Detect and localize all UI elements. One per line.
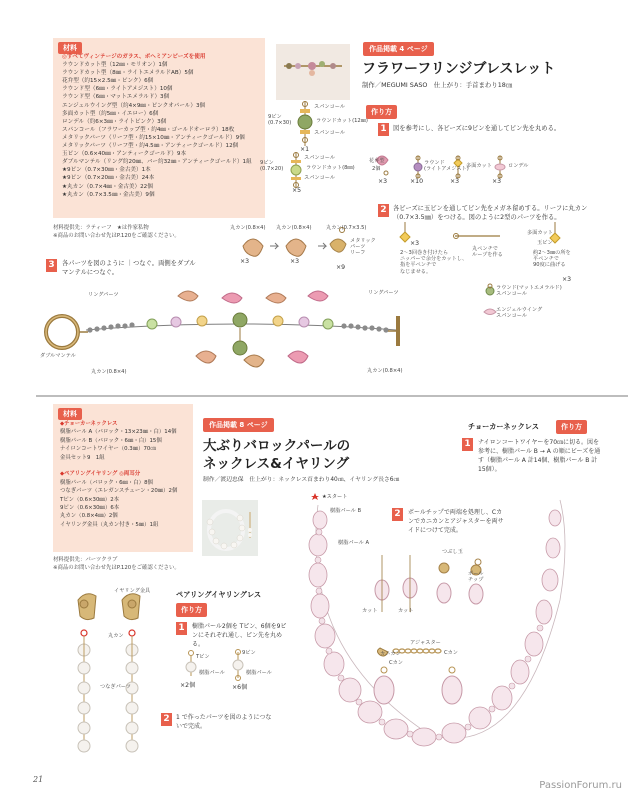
label-rondel: ロンデル bbox=[508, 163, 529, 169]
bracelet-materials-list bbox=[62, 53, 264, 199]
label-metal-leaf: メタリック パーツ リーフ bbox=[350, 238, 376, 257]
label-jump-ring: 丸カン bbox=[108, 633, 124, 639]
materials-line: ◎すべてヴィンテージのガラス、ボヘミアンビーズを使用 bbox=[62, 54, 206, 60]
count-x3c: ×3 bbox=[492, 178, 502, 185]
label-bend-memo: 約2〜3㎜の所を 平ペンチで 90度に曲げる bbox=[533, 250, 571, 269]
label-facet-2: 多面カット bbox=[527, 230, 553, 236]
label-t-pin: Tピン bbox=[196, 654, 210, 660]
count-x6: ×6個 bbox=[232, 684, 248, 691]
section-divider bbox=[36, 395, 628, 397]
materials-line: ◆ペアリングイヤリング ◎両耳分 bbox=[60, 471, 141, 478]
materials-line: 玉ピン（0.6×40㎜・アンティークゴールド）9本 bbox=[62, 151, 187, 158]
materials-line: 樹脂パール A（バロック・13×23㎜・白）14個 bbox=[60, 429, 177, 436]
label-earring-fitting: イヤリング金具 bbox=[114, 588, 151, 594]
label-angel-wing: エンジェルウイング スパンコール bbox=[496, 307, 543, 320]
necklace-photo bbox=[202, 500, 258, 556]
materials-line: ロンデル（約6×3㎜・ライトピンク）3個 bbox=[62, 118, 167, 125]
choker-step2-number: 2 bbox=[392, 508, 403, 521]
materials-line: ラウンドカット型（12㎜・モリオン）1個 bbox=[62, 62, 168, 69]
label-adjuster: アジャスター bbox=[410, 640, 441, 646]
count-x1: ×1 bbox=[300, 146, 310, 153]
materials-line: メタリックパーツ（リーフ型・約4.5㎜・アンティークゴールド）12個 bbox=[62, 143, 239, 150]
label-ring-0.8x4-b: 丸カン(0.8×4) bbox=[276, 225, 312, 231]
bracelet-step1-number: 1 bbox=[378, 123, 389, 136]
label-ball-chip: ボール チップ bbox=[468, 571, 484, 584]
materials-line: Tピン（0.6×30㎜）2本 bbox=[60, 496, 120, 503]
label-9pin-30: 9ピン (0.7×30) bbox=[268, 114, 292, 127]
materials-line: メタリックパーツ（リーフ型・約15×10㎜・アンティークゴールド）9個 bbox=[62, 134, 245, 141]
necklace-byline: 制作／渡辺忠保 仕上がり：ネックレス首まわり40㎝、イヤリング長さ6㎝ bbox=[203, 477, 400, 483]
count-x3g: ×3 bbox=[562, 276, 572, 283]
materials-line: スパンコール（フラワーカップ型・約4㎜・ゴールドオーロラ）18枚 bbox=[62, 126, 235, 133]
count-x3e: ×3 bbox=[290, 258, 300, 265]
label-ring-0.8x4-a: 丸カン(0.8×4) bbox=[230, 225, 266, 231]
earring-right bbox=[122, 594, 140, 752]
materials-line: 多面カット型（約5㎜・イエロー）6個 bbox=[62, 110, 159, 117]
label-wrap-memo: 2〜3回巻き付けたら ニッパーで余分をカットし、 指を平ペンチで なじませる。 bbox=[400, 250, 468, 275]
label-crab-clasp: カニカン bbox=[380, 651, 401, 657]
label-roundcut-8: ラウンドカット(8㎜) bbox=[306, 165, 355, 171]
label-facet: 多面カット bbox=[466, 163, 492, 169]
count-x9: ×9 bbox=[336, 264, 346, 271]
materials-line: 丸カン（0.8×4㎜）2個 bbox=[60, 513, 118, 520]
label-ring-parts-right: リングパーツ bbox=[368, 290, 399, 296]
materials-line: ダブルマンテル（リング約20㎜、バー約32㎜・アンティークゴールド）1組 bbox=[62, 159, 252, 166]
choker-heading: チョーカーネックレス bbox=[468, 422, 539, 431]
bracelet-byline: 制作／MEGUMI SASO 仕上がり：手首まわり18㎝ bbox=[362, 81, 513, 89]
necklace-page-tag: 作品掲載 8 ページ bbox=[203, 418, 274, 432]
label-cut-2: カット bbox=[398, 608, 414, 614]
label-double-mantel: ダブルマンテル bbox=[40, 353, 76, 359]
materials-line: 樹脂パール B（バロック・6㎜・白）15個 bbox=[60, 437, 162, 444]
materials-line bbox=[60, 462, 194, 470]
materials-line: ◆チョーカーネックレス bbox=[60, 421, 118, 427]
earring-step1-text: 樹脂パール2個を Tピン、6個を9ピンにそれぞれ通し、ピン先を丸める。 bbox=[192, 623, 287, 648]
choker-howto-tag: 作り方 bbox=[556, 420, 587, 434]
earring-step2-text: 1 で作ったパーツを図のようにつないで完成。 bbox=[176, 714, 272, 730]
label-ring-bottom-right: 丸カン(0.8×4) bbox=[367, 368, 403, 374]
earring-howto-tag: 作り方 bbox=[176, 603, 207, 617]
count-x3b: ×3 bbox=[450, 178, 460, 185]
materials-line: つなぎパーツ（エレガンスチェーン・20㎜）2個 bbox=[60, 488, 178, 495]
materials-line: 樹脂パール（バロック・6㎜・白）8個 bbox=[60, 479, 153, 486]
bracelet-step3-text: 各パーツを図のように ｜つなぐ。両側をダブルマンテルにつなぐ。 bbox=[62, 260, 196, 276]
choker-step2-text: ボールチップで両端を処理し、Cカンでカニカンとアジャスターを両サイドにつけて完成。 bbox=[408, 509, 504, 534]
earring-heading: ペアリングイヤリングレス bbox=[176, 590, 262, 599]
bracelet-step1-text: 図を参考にし、各ビーズに9ピンを通してピン先を丸める。 bbox=[393, 125, 561, 132]
label-ring-bottom-left: 丸カン(0.8×4) bbox=[91, 369, 127, 375]
bracelet-step2-text: 各ビーズに玉ピンを通してピン先をメガネ留めする。リーフに丸カン（0.7×3.5㎜）をつける。図のように2型のパーツを作る。 bbox=[393, 205, 588, 221]
materials-line: ★丸カン（0.7×3.5㎜・金古美）9個 bbox=[62, 191, 155, 198]
label-resin-pearl-2: 樹脂パール bbox=[246, 670, 272, 676]
label-petal-count: 2個 bbox=[372, 166, 381, 172]
label-pearl-b: 樹脂パール B bbox=[330, 508, 362, 514]
count-x2: ×2個 bbox=[180, 682, 196, 689]
count-x3a: ×3 bbox=[378, 178, 388, 185]
label-ring-parts-left: リングパーツ bbox=[88, 292, 119, 298]
label-spangle-2: スパンコール bbox=[314, 130, 346, 136]
choker-step1-number: 1 bbox=[462, 438, 473, 451]
earring-step1-number: 1 bbox=[176, 622, 187, 635]
bracelet-materials-tag: 材料 bbox=[58, 42, 82, 54]
label-round-matte-emerald: ラウンド(マットエメラルド) スパンコール bbox=[496, 285, 562, 298]
label-pliers-loop: 丸ペンチで ループを作る bbox=[472, 246, 503, 259]
label-spangle-3: スパンコール bbox=[304, 155, 336, 161]
bracelet-page-tag: 作品掲載 4 ページ bbox=[363, 42, 434, 56]
necklace-title-line1: 大ぶりバロックパールの bbox=[203, 438, 351, 454]
label-pearl-a: 樹脂パール A bbox=[338, 540, 370, 546]
necklace-title-line2: ネックレス&イヤリング bbox=[203, 456, 350, 472]
materials-line: 花弁型（約15×2.5㎜・ピンク）6個 bbox=[62, 78, 154, 85]
label-connector: つなぎパーツ bbox=[100, 684, 131, 690]
bracelet-step2-number: 2 bbox=[378, 204, 389, 217]
label-c-ring-1: Cカン bbox=[389, 660, 403, 666]
count-x10: ×10 bbox=[410, 178, 424, 185]
label-cut-1: カット bbox=[362, 608, 378, 614]
earring-step2-number: 2 bbox=[161, 713, 172, 726]
page-number: 21 bbox=[33, 775, 44, 784]
label-start: ★スタート bbox=[322, 494, 348, 500]
necklace-credits: 材料提供先：パーツクラブ ※商品のお問い合わせ先はP.120をご確認ください。 bbox=[53, 557, 180, 571]
label-9pin-20: 9ピン (0.7×20) bbox=[260, 160, 284, 173]
bracelet-photo bbox=[276, 44, 350, 100]
count-x3f: ×3 bbox=[410, 240, 420, 247]
label-round-lightamethyst: ラウンド (ライトアメジスト) bbox=[424, 160, 469, 173]
materials-line: イヤリング金具（丸カン付き・5㎜）1組 bbox=[60, 521, 159, 528]
label-spangle-1: スパンコール bbox=[314, 104, 346, 110]
label-petal: 花弁型 bbox=[369, 158, 385, 164]
materials-line: ★9ピン（0.7×20㎜・金古美）24本 bbox=[62, 175, 155, 182]
materials-line: 9ピン（0.6×30㎜）6本 bbox=[60, 505, 120, 512]
label-crush-bead: つぶし玉 bbox=[442, 549, 463, 555]
materials-line: ★9ピン（0.7×30㎜・金古美）1本 bbox=[62, 167, 151, 174]
label-ring-0.7x3.5: 丸カン(0.7×3.5) bbox=[326, 225, 367, 231]
bracelet-credits: 材料提供先：ラティーフ ★は作家私物 ※商品のお問い合わせ先はP.120をご確認ください。 bbox=[53, 225, 180, 239]
label-ballpin: 玉ピン bbox=[537, 240, 553, 246]
earring-left bbox=[78, 594, 96, 752]
label-spangle-4: スパンコール bbox=[304, 175, 336, 181]
count-x3d: ×3 bbox=[240, 258, 250, 265]
bracelet-title: フラワーフリンジブレスレット bbox=[362, 61, 556, 77]
watermark: PassionForum.ru bbox=[539, 780, 622, 791]
label-c-ring-2: Cカン bbox=[444, 650, 458, 656]
necklace-materials-list bbox=[60, 420, 194, 529]
necklace-materials-tag: 材料 bbox=[58, 408, 82, 420]
count-x5: ×5 bbox=[292, 187, 302, 194]
materials-line: 金具セット9 1組 bbox=[60, 454, 105, 461]
bracelet-step3-number: 3 bbox=[46, 259, 57, 272]
label-resin-pearl-1: 樹脂パール bbox=[199, 670, 225, 676]
materials-line: ラウンドカット型（8㎜・ライトエメラルドAB）5個 bbox=[62, 70, 194, 77]
materials-line: エンジェルウイング型（約4×9㎜・ピンクオパール）3個 bbox=[62, 102, 206, 109]
label-9-pin: 9ピン bbox=[242, 650, 256, 656]
label-roundcut-12: ラウンドカット(12㎜) bbox=[316, 118, 368, 124]
bracelet-howto-tag: 作り方 bbox=[366, 105, 397, 119]
step3-bracelet bbox=[46, 291, 398, 367]
materials-line: ラウンド型（6㎜・ライトアメジスト）10個 bbox=[62, 86, 173, 93]
materials-line: ★丸カン（0.7×4㎜・金古美）22個 bbox=[62, 183, 153, 190]
tpin-part bbox=[186, 651, 196, 677]
choker-step1-text: ナイロンコートワイヤーを70㎝に切る。図を参考に、樹脂パール B → A の順にビーズを通す（樹脂パール A 計14個、樹脂パール B 計15個）。 bbox=[478, 439, 601, 473]
materials-line: ナイロンコートワイヤー（0.3㎜）70㎝ bbox=[60, 446, 156, 453]
materials-line: ラウンド型（6㎜・マットエメラルド）3個 bbox=[62, 94, 170, 101]
